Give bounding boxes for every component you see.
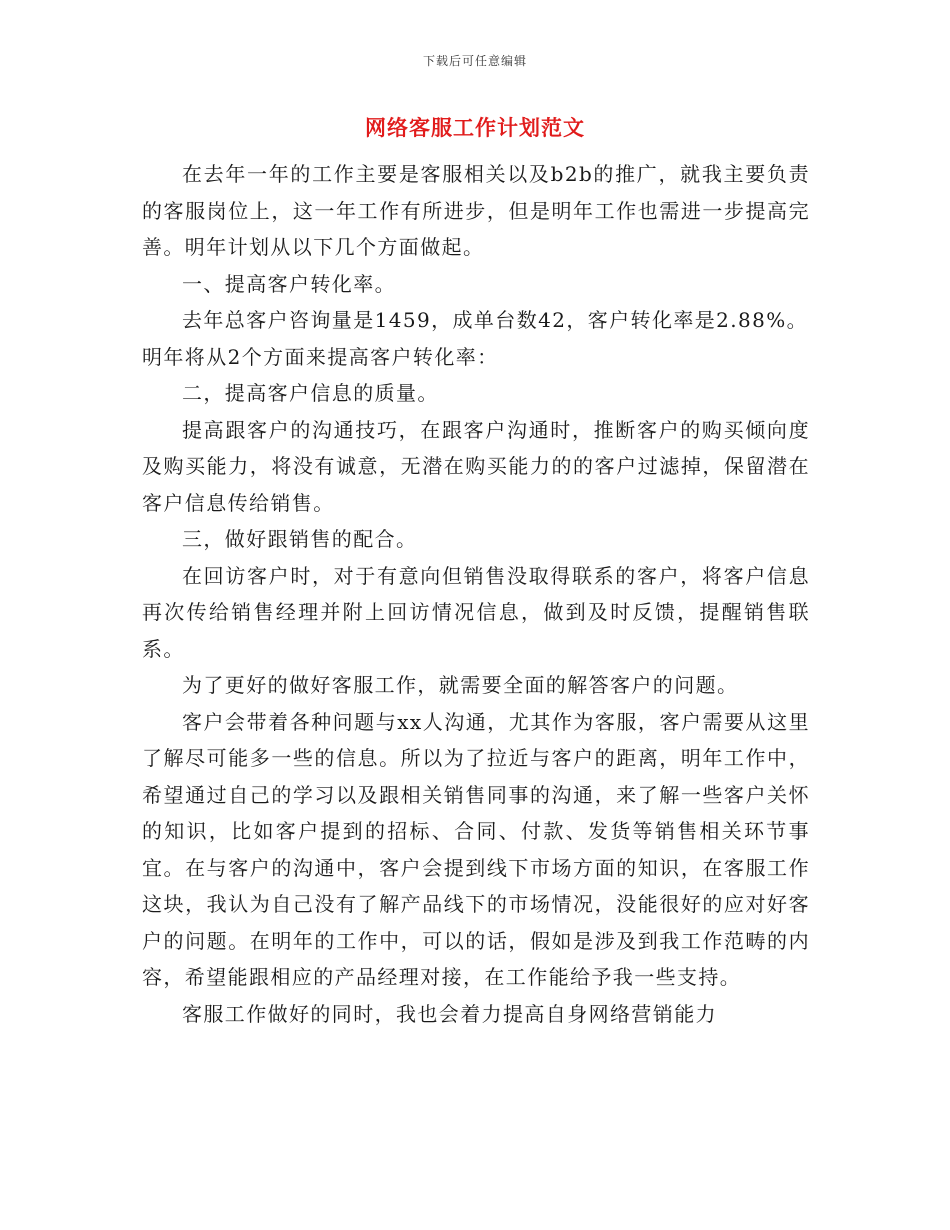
section-heading-3: 三，做好跟销售的配合。	[182, 527, 418, 551]
paragraph-follow-up: 在回访客户时，对于有意向但销售没取得联系的客户，将客户信息再次传给销售经理并附上回访情况信息，做到及时反馈，提醒销售联系。	[142, 563, 810, 661]
paragraph-customer-care: 客户会带着各种问题与xx人沟通，尤其作为客服，客户需要从这里了解尽可能多一些的信息。所以为了拉近与客户的距离，明年工作中，希望通过自己的学习以及跟相关销售同事的沟通，来了解一些客户关怀的知识，比如客户提到的招标、合同、付款、发货等销售相关环节事宜。在与客户的沟通中，客户会提到线下市场方面的知识，在客服工作这块，我认为自己没有了解产品线下的市场情况，没能很好的应对好客户的问题。在明年的工作中，可以的话，假如是涉及到我工作范畴的内容，希望能跟相应的产品经理对接，在工作能给予我一些支持。	[142, 709, 810, 989]
paragraph-closing: 客服工作做好的同时，我也会着力提高自身网络营销能力	[182, 1001, 717, 1026]
document-body	[142, 156, 810, 1032]
section-heading-1: 一、提高客户转化率。	[182, 271, 396, 296]
header-note: 下载后可任意编辑	[422, 54, 527, 68]
paragraph-answer-questions: 为了更好的做好客服工作，就需要全面的解答客户的问题。	[182, 673, 739, 697]
paragraph-stats-continued: 明年将从2个方面来提高客户转化率：	[142, 344, 499, 369]
paragraph-communication: 提高跟客户的沟通技巧，在跟客户沟通时，推断客户的购买倾向度及购买能力，将没有诚意，无潜在购买能力的的客户过滤掉，保留潜在客户信息传给销售。	[142, 417, 810, 515]
paragraph-intro: 在去年一年的工作主要是客服相关以及b2b的推广，就我主要负责的客服岗位上，这一年工作有所进步，但是明年工作也需进一步提高完善。明年计划从以下几个方面做起。	[142, 162, 810, 259]
section-heading-2: 二，提高客户信息的质量。	[182, 381, 439, 405]
document-title: 网络客服工作计划范文	[365, 115, 585, 140]
paragraph-stats: 去年总客户咨询量是1459，成单台数42，客户转化率是2.88%。	[182, 308, 809, 332]
